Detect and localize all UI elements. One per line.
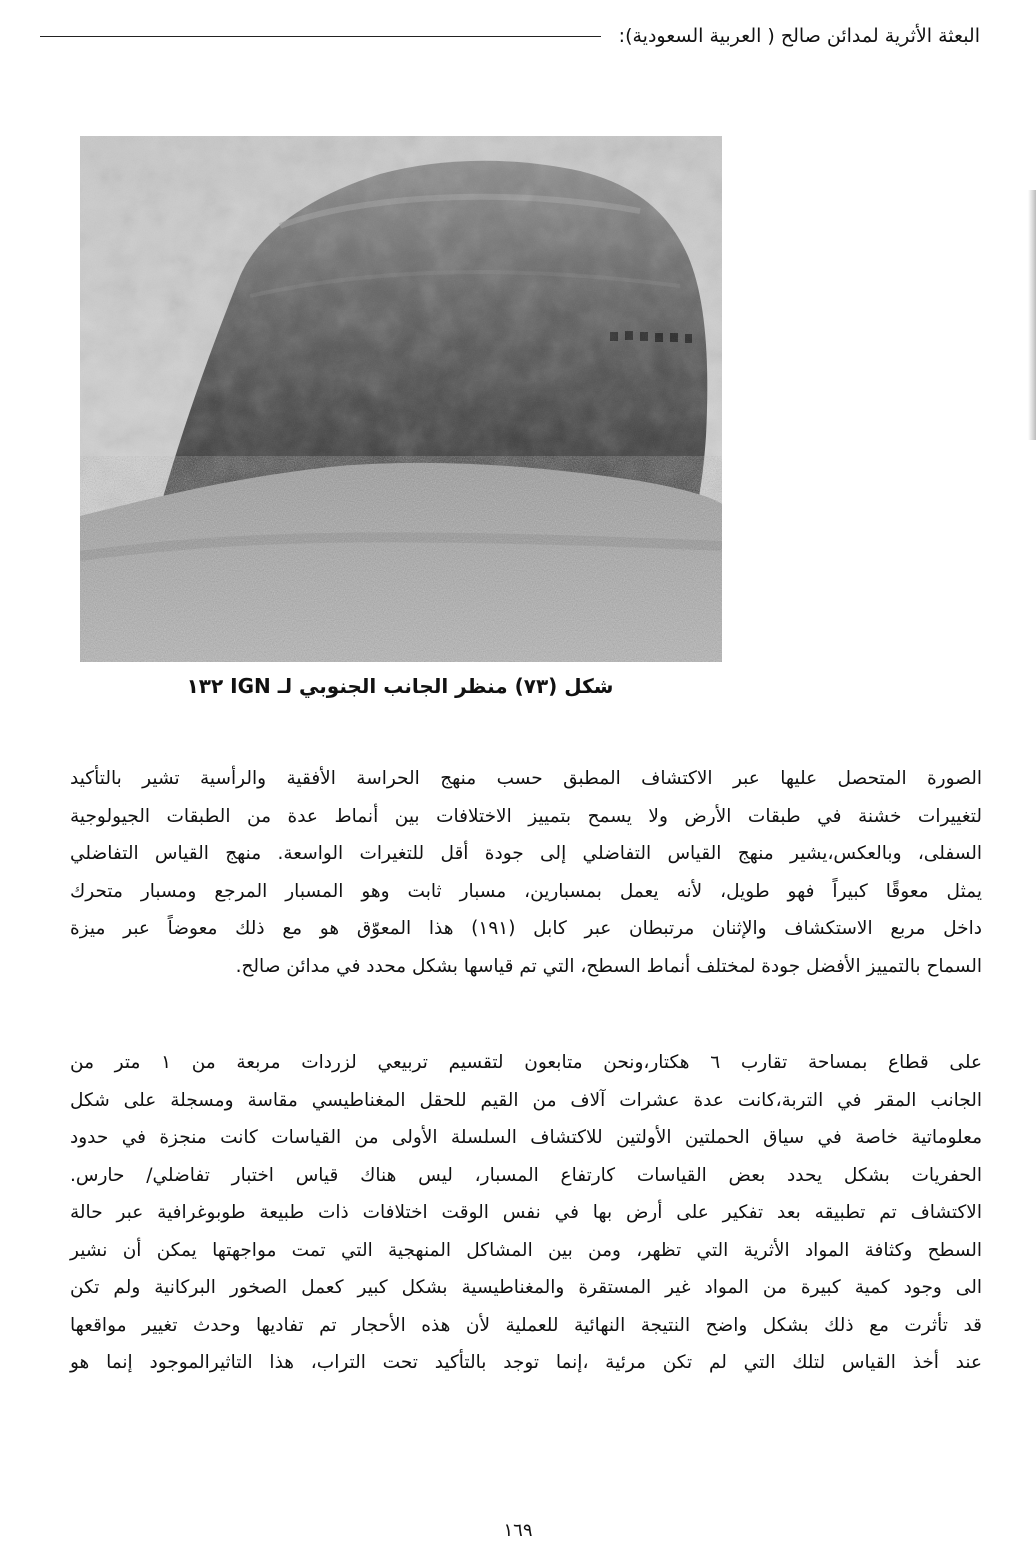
page-number: ١٦٩ [503, 1520, 533, 1541]
text-line: يمثل معوقًا كبيراً فهو طويل، لأنه يعمل بمسبارين، مسبار ثابت وهو المسبار المرجع ومسبار متحرك [70, 880, 982, 902]
text-line: السطح وكثافة المواد الأثرية التي تظهر، ومن بين المشاكل المنهجية التي تمت مواجهتها يمكن أن نشير [70, 1239, 982, 1261]
text-line: الاكتشاف تم تطبيقه بعد تفكير على أرض بها في نفس الوقت اختلافات ذات طبيعة طوبوغرافية عبر حالة [70, 1202, 982, 1223]
text-line: الصورة المتحصل عليها عبر الاكتشاف المطبق حسب منهج الحراسة الأفقية والرأسية تشير بالتأكيد [70, 768, 982, 789]
text-line: داخل مربع الاستكشاف والإثنان مرتبطان عبر كابل (١٩١) هذا المعوّق هو مع ذلك معوضاً عبر ميزة [70, 918, 982, 939]
text-line: لتغييرات خشنة في طبقات الأرض ولا يسمح بتمييز الاختلافات بين أنماط عدة من الطبقات الجيولوجية [70, 805, 982, 827]
rock-outcrop-photo [80, 136, 722, 662]
text-line: السفلى، وبالعكس،يشير منهج القياس التفاضلي إلى جودة أقل للتغيرات الواسعة. منهج القياس التفاضلي [70, 843, 982, 864]
header-rule [40, 36, 601, 37]
text-line: عند أخذ القياس لتلك التي لم تكن مرئية ،إنما توجد بالتأكيد تحت التراب، هذا التاثيرالموجود إنما هو [70, 1352, 982, 1373]
paragraph-2 [70, 1044, 982, 1382]
running-header [40, 20, 980, 52]
header-title: البعثة الأثرية لمدائن صالح ( العربية السعودية): [618, 25, 980, 47]
figure-photo [80, 136, 722, 662]
text-line: الجانب المقر في التربة،كانت عدة عشرات آلاف من القيم للحقل المغناطيسي مقاسة ومسجلة على شكل [70, 1089, 982, 1111]
text-line: الى وجود كمية كبيرة من المواد غير المستقرة والمغناطيسية بشكل كبير كعمل الصخور البركانية ولم تكن [70, 1277, 982, 1298]
text-line: قد تأثرت مع ذلك بشكل واضح النتيجة النهائية للعملية لأن هذه الأحجار تم تفاديها وحدث تغيير مواقعها [70, 1314, 982, 1336]
text-line: معلوماتية خاصة في سياق الحملتين الأولتين للاكتشاف السلسلة الأولى من القياسات كانت منجزة في حدود [70, 1127, 982, 1148]
paragraph-1 [70, 760, 982, 985]
text-line: على قطاع بمساحة تقارب ٦ هكتار،ونحن متابعون لتقسيم تربيعي لزردات مربعة من ١ متر من [70, 1052, 982, 1073]
text-line: السماح بالتمييز الأفضل جودة لمختلف أنماط السطح، التي تم قياسها بشكل محدد في مدائن صالح. [235, 955, 982, 977]
text-line: الحفريات بشكل يحدد بعض القياسات كارتفاع المسبار، ليس هناك قياس اختبار تفاضلي/ حارس. [70, 1164, 982, 1186]
figure-caption: شكل (٧٣) منظر الجانب الجنوبي لـ IGN ١٣٢ [186, 674, 614, 698]
scan-edge-shadow [1028, 190, 1036, 440]
